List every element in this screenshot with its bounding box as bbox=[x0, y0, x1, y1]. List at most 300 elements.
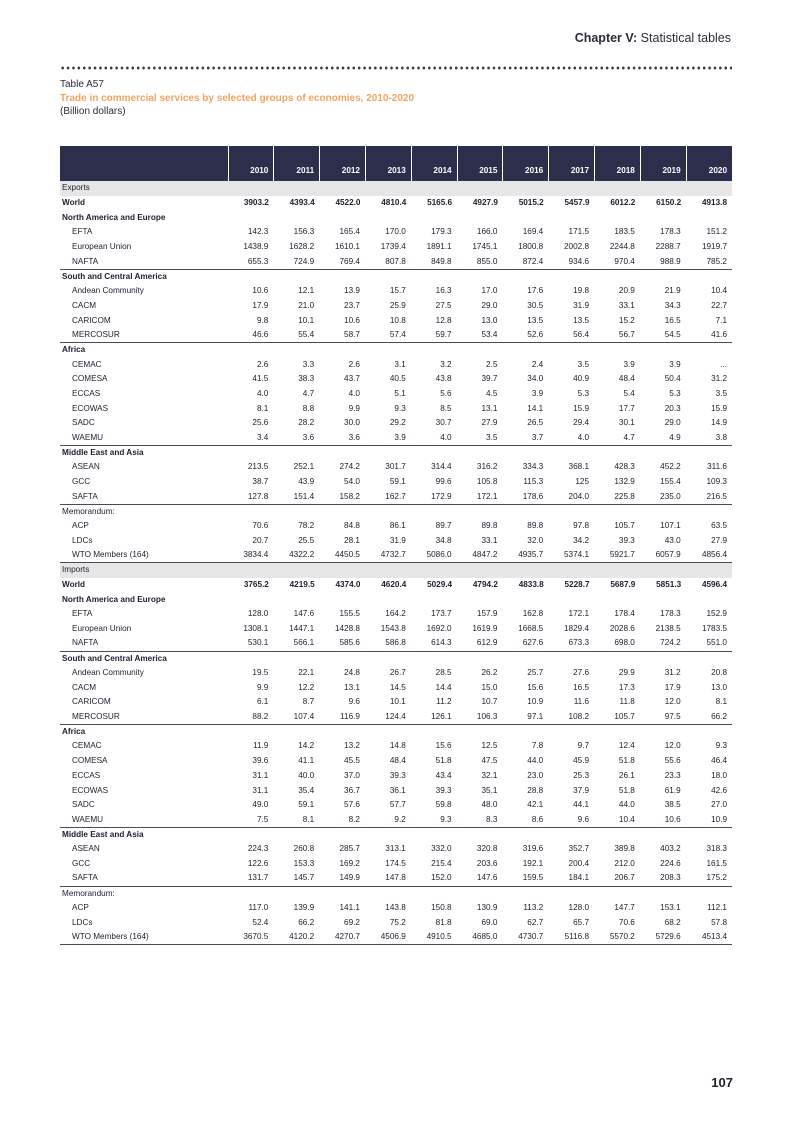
value-cell: 159.5 bbox=[503, 871, 549, 886]
value-cell: 36.7 bbox=[320, 783, 366, 798]
value-cell: 34.0 bbox=[503, 372, 549, 387]
value-cell: 142.3 bbox=[228, 225, 274, 240]
group-header-row bbox=[60, 827, 732, 842]
value-cell: 4913.8 bbox=[701, 198, 727, 208]
group-label: South and Central America bbox=[62, 653, 167, 663]
value-cell: 22.7 bbox=[686, 299, 732, 314]
value-cell: 389.8 bbox=[595, 842, 641, 857]
row-label: EFTA bbox=[72, 227, 93, 237]
value-cell: 29.0 bbox=[640, 416, 686, 431]
value-cell: 107.4 bbox=[274, 710, 320, 725]
value-cell: 7.8 bbox=[503, 739, 549, 754]
value-cell: 655.3 bbox=[228, 254, 274, 269]
value-cell: 6.1 bbox=[228, 695, 274, 710]
value-cell: 15.6 bbox=[411, 739, 457, 754]
value-cell: 8.1 bbox=[274, 813, 320, 828]
value-cell: 59.1 bbox=[365, 475, 411, 490]
value-cell: 116.9 bbox=[320, 710, 366, 725]
year-header: 2018 bbox=[595, 146, 641, 181]
table-row bbox=[60, 857, 732, 872]
value-cell: 10.9 bbox=[686, 813, 732, 828]
row-label: CACM bbox=[72, 682, 97, 692]
table-row bbox=[60, 710, 732, 725]
value-cell: 69.2 bbox=[320, 915, 366, 930]
world-row bbox=[60, 196, 732, 211]
value-cell: 769.4 bbox=[320, 254, 366, 269]
header-label-cell bbox=[60, 146, 228, 181]
value-cell: 54.5 bbox=[640, 328, 686, 343]
value-cell: 204.0 bbox=[549, 489, 595, 504]
value-cell: 1543.8 bbox=[365, 622, 411, 637]
value-cell: 4847.2 bbox=[457, 548, 503, 563]
value-cell: 9.2 bbox=[365, 813, 411, 828]
value-cell: 4322.2 bbox=[274, 548, 320, 563]
value-cell: 53.4 bbox=[457, 328, 503, 343]
value-cell: 12.8 bbox=[411, 313, 457, 328]
value-cell: 34.2 bbox=[549, 534, 595, 549]
value-cell: 3765.2 bbox=[243, 579, 269, 589]
value-cell: 192.1 bbox=[503, 857, 549, 872]
row-label: ECOWAS bbox=[72, 785, 109, 795]
value-cell: 34.3 bbox=[640, 299, 686, 314]
value-cell: 155.5 bbox=[320, 607, 366, 622]
value-cell: 115.3 bbox=[503, 475, 549, 490]
value-cell: 14.5 bbox=[365, 680, 411, 695]
value-cell: 1919.7 bbox=[686, 240, 732, 255]
value-cell: 8.2 bbox=[320, 813, 366, 828]
row-label: ECCAS bbox=[72, 770, 101, 780]
value-cell: 170.0 bbox=[365, 225, 411, 240]
value-cell: 17.0 bbox=[457, 284, 503, 299]
value-cell: 4513.4 bbox=[686, 930, 732, 945]
value-cell: 172.1 bbox=[457, 489, 503, 504]
value-cell: 151.2 bbox=[686, 225, 732, 240]
value-cell: 9.8 bbox=[228, 313, 274, 328]
value-cell: 4374.0 bbox=[335, 579, 361, 589]
value-cell: 4927.9 bbox=[472, 198, 498, 208]
value-cell: 69.0 bbox=[457, 915, 503, 930]
value-cell: 224.6 bbox=[640, 857, 686, 872]
group-label: North America and Europe bbox=[62, 594, 166, 604]
value-cell: 224.3 bbox=[228, 842, 274, 857]
value-cell: 855.0 bbox=[457, 254, 503, 269]
value-cell: 4.0 bbox=[228, 387, 274, 402]
value-cell: 20.7 bbox=[228, 534, 274, 549]
value-cell: 724.2 bbox=[640, 636, 686, 651]
value-cell: 403.2 bbox=[640, 842, 686, 857]
value-cell: 1447.1 bbox=[274, 622, 320, 637]
value-cell: 32.0 bbox=[503, 534, 549, 549]
value-cell: 31.1 bbox=[228, 783, 274, 798]
value-cell: 27.0 bbox=[686, 798, 732, 813]
group-header-row bbox=[60, 724, 732, 739]
value-cell: 785.2 bbox=[686, 254, 732, 269]
value-cell: 81.8 bbox=[411, 915, 457, 930]
row-label: LDCs bbox=[72, 535, 93, 545]
chapter-heading bbox=[575, 31, 731, 45]
value-cell: 12.2 bbox=[274, 680, 320, 695]
value-cell: 151.4 bbox=[274, 489, 320, 504]
group-label: Middle East and Asia bbox=[62, 829, 144, 839]
table-row bbox=[60, 240, 732, 255]
value-cell: 15.2 bbox=[595, 313, 641, 328]
value-cell: 161.5 bbox=[686, 857, 732, 872]
value-cell: 97.1 bbox=[503, 710, 549, 725]
value-cell: 4730.7 bbox=[503, 930, 549, 945]
year-header: 2010 bbox=[228, 146, 274, 181]
table-row bbox=[60, 372, 732, 387]
value-cell: 4794.2 bbox=[472, 579, 498, 589]
row-label: CACM bbox=[72, 300, 97, 310]
value-cell: 43.7 bbox=[320, 372, 366, 387]
value-cell: 25.7 bbox=[503, 666, 549, 681]
value-cell: 27.9 bbox=[457, 416, 503, 431]
value-cell: 216.5 bbox=[686, 489, 732, 504]
statistics-table bbox=[60, 146, 732, 945]
row-label: CARICOM bbox=[72, 315, 111, 325]
value-cell: 8.8 bbox=[274, 401, 320, 416]
value-cell: 26.7 bbox=[365, 666, 411, 681]
value-cell: 23.3 bbox=[640, 769, 686, 784]
memorandum-label: Memorandum: bbox=[62, 506, 115, 516]
value-cell: 20.8 bbox=[686, 666, 732, 681]
value-cell: 38.3 bbox=[274, 372, 320, 387]
value-cell: 141.1 bbox=[320, 901, 366, 916]
value-cell: 48.4 bbox=[365, 754, 411, 769]
value-cell: 16.3 bbox=[411, 284, 457, 299]
value-cell: 4.0 bbox=[411, 431, 457, 446]
value-cell: 41.5 bbox=[228, 372, 274, 387]
value-cell: 10.4 bbox=[686, 284, 732, 299]
value-cell: 5570.2 bbox=[595, 930, 641, 945]
value-cell: 1628.2 bbox=[274, 240, 320, 255]
value-cell: 48.0 bbox=[457, 798, 503, 813]
value-cell: 4.5 bbox=[457, 387, 503, 402]
row-label: WAEMU bbox=[60, 813, 228, 828]
value-cell: 26.5 bbox=[503, 416, 549, 431]
value-cell: 107.1 bbox=[640, 519, 686, 534]
value-cell: 2244.8 bbox=[595, 240, 641, 255]
value-cell: 18.0 bbox=[686, 769, 732, 784]
value-cell: 318.3 bbox=[686, 842, 732, 857]
value-cell: 208.3 bbox=[640, 871, 686, 886]
memorandum-row bbox=[60, 886, 732, 901]
value-cell: 314.4 bbox=[411, 460, 457, 475]
value-cell: 12.5 bbox=[457, 739, 503, 754]
table-row bbox=[60, 548, 732, 563]
value-cell: 15.6 bbox=[503, 680, 549, 695]
row-label: ACP bbox=[72, 903, 89, 913]
value-cell: 215.4 bbox=[411, 857, 457, 872]
value-cell: 5851.3 bbox=[656, 579, 682, 589]
group-header-row bbox=[60, 445, 732, 460]
value-cell: 36.1 bbox=[365, 783, 411, 798]
value-cell: 52.4 bbox=[228, 915, 274, 930]
value-cell: 8.7 bbox=[274, 695, 320, 710]
value-cell: 89.8 bbox=[503, 519, 549, 534]
value-cell: 17.9 bbox=[640, 680, 686, 695]
value-cell: 12.4 bbox=[595, 739, 641, 754]
row-label: WTO Members (164) bbox=[60, 930, 228, 945]
value-cell: 16.5 bbox=[640, 313, 686, 328]
value-cell: 59.7 bbox=[411, 328, 457, 343]
value-cell: 4910.5 bbox=[411, 930, 457, 945]
value-cell: 316.2 bbox=[457, 460, 503, 475]
value-cell: 126.1 bbox=[411, 710, 457, 725]
year-header: 2020 bbox=[686, 146, 732, 181]
page-number: 107 bbox=[711, 1075, 733, 1090]
year-header: 2017 bbox=[549, 146, 595, 181]
value-cell: 2.5 bbox=[457, 357, 503, 372]
value-cell: 10.8 bbox=[365, 313, 411, 328]
value-cell: 62.7 bbox=[503, 915, 549, 930]
value-cell: 1308.1 bbox=[228, 622, 274, 637]
value-cell: 3.9 bbox=[595, 357, 641, 372]
value-cell: 29.4 bbox=[549, 416, 595, 431]
value-cell: 108.2 bbox=[549, 710, 595, 725]
value-cell: 55.4 bbox=[274, 328, 320, 343]
value-cell: 19.5 bbox=[228, 666, 274, 681]
value-cell: 28.8 bbox=[503, 783, 549, 798]
value-cell: 311.6 bbox=[686, 460, 732, 475]
value-cell: 41.6 bbox=[686, 328, 732, 343]
value-cell: 38.7 bbox=[228, 475, 274, 490]
value-cell: 8.1 bbox=[228, 401, 274, 416]
group-label: North America and Europe bbox=[62, 212, 166, 222]
group-label: Africa bbox=[62, 345, 86, 355]
value-cell: 44.0 bbox=[595, 798, 641, 813]
value-cell: 49.0 bbox=[228, 798, 274, 813]
value-cell: 105.8 bbox=[457, 475, 503, 490]
row-label: European Union bbox=[72, 242, 132, 252]
value-cell: 75.2 bbox=[365, 915, 411, 930]
table-row bbox=[60, 901, 732, 916]
row-label: COMESA bbox=[72, 374, 108, 384]
value-cell: 213.5 bbox=[228, 460, 274, 475]
value-cell: 166.0 bbox=[457, 225, 503, 240]
value-cell: 20.3 bbox=[640, 401, 686, 416]
value-cell: 551.0 bbox=[686, 636, 732, 651]
table-row bbox=[60, 299, 732, 314]
value-cell: 4219.5 bbox=[289, 579, 315, 589]
value-cell: 105.7 bbox=[595, 519, 641, 534]
value-cell: 4596.4 bbox=[701, 579, 727, 589]
table-row bbox=[60, 636, 732, 651]
table-row bbox=[60, 754, 732, 769]
value-cell: 1428.8 bbox=[320, 622, 366, 637]
value-cell: 51.8 bbox=[595, 754, 641, 769]
value-cell: 178.6 bbox=[503, 489, 549, 504]
value-cell: 352.7 bbox=[549, 842, 595, 857]
chapter-number: Chapter V: bbox=[574, 31, 638, 45]
section-label: Exports bbox=[60, 181, 732, 196]
year-header: 2011 bbox=[274, 146, 320, 181]
value-cell: 4.9 bbox=[640, 431, 686, 446]
value-cell: 614.3 bbox=[411, 636, 457, 651]
value-cell: 1438.9 bbox=[228, 240, 274, 255]
table-row bbox=[60, 783, 732, 798]
value-cell: 4833.8 bbox=[518, 579, 544, 589]
table-row bbox=[60, 489, 732, 504]
value-cell: 59.1 bbox=[274, 798, 320, 813]
value-cell: 1891.1 bbox=[411, 240, 457, 255]
year-header: 2014 bbox=[411, 146, 457, 181]
value-cell: 5.3 bbox=[640, 387, 686, 402]
row-label: CEMAC bbox=[72, 359, 102, 369]
value-cell: 970.4 bbox=[595, 254, 641, 269]
value-cell: 43.4 bbox=[411, 769, 457, 784]
value-cell: 45.9 bbox=[549, 754, 595, 769]
value-cell: 5457.9 bbox=[564, 198, 590, 208]
row-label: CARICOM bbox=[72, 697, 111, 707]
value-cell: 8.5 bbox=[411, 401, 457, 416]
value-cell: 29.9 bbox=[595, 666, 641, 681]
value-cell: 31.1 bbox=[228, 769, 274, 784]
value-cell: 11.2 bbox=[411, 695, 457, 710]
value-cell: 37.0 bbox=[320, 769, 366, 784]
value-cell: 165.4 bbox=[320, 225, 366, 240]
table-row bbox=[60, 401, 732, 416]
table-title: Trade in commercial services by selected groups of economies, 2010-2020 bbox=[60, 93, 415, 104]
value-cell: 9.9 bbox=[320, 401, 366, 416]
value-cell: 25.5 bbox=[274, 534, 320, 549]
row-label: ECCAS bbox=[72, 388, 101, 398]
value-cell: 11.8 bbox=[595, 695, 641, 710]
value-cell: 332.0 bbox=[411, 842, 457, 857]
value-cell: 13.9 bbox=[320, 284, 366, 299]
value-cell: 31.2 bbox=[686, 372, 732, 387]
group-header-row bbox=[60, 269, 732, 284]
value-cell: 1610.1 bbox=[320, 240, 366, 255]
table-row bbox=[60, 666, 732, 681]
value-cell: 54.0 bbox=[320, 475, 366, 490]
value-cell: 40.0 bbox=[274, 769, 320, 784]
value-cell: 1829.4 bbox=[549, 622, 595, 637]
row-label: SAFTA bbox=[60, 871, 228, 886]
value-cell: 7.5 bbox=[228, 813, 274, 828]
table-row bbox=[60, 313, 732, 328]
value-cell: 10.6 bbox=[228, 284, 274, 299]
value-cell: 452.2 bbox=[640, 460, 686, 475]
value-cell: 23.7 bbox=[320, 299, 366, 314]
value-cell: 42.1 bbox=[503, 798, 549, 813]
value-cell: 39.3 bbox=[365, 769, 411, 784]
value-cell: 3.4 bbox=[228, 431, 274, 446]
value-cell: 21.9 bbox=[640, 284, 686, 299]
group-header-row bbox=[60, 210, 732, 225]
value-cell: 2002.8 bbox=[549, 240, 595, 255]
value-cell: 934.6 bbox=[549, 254, 595, 269]
value-cell: 128.0 bbox=[549, 901, 595, 916]
value-cell: 29.0 bbox=[457, 299, 503, 314]
value-cell: 200.4 bbox=[549, 857, 595, 872]
value-cell: 150.8 bbox=[411, 901, 457, 916]
value-cell: 3.5 bbox=[457, 431, 503, 446]
value-cell: 3.6 bbox=[320, 431, 366, 446]
value-cell: 320.8 bbox=[457, 842, 503, 857]
value-cell: 5015.2 bbox=[518, 198, 544, 208]
section-row bbox=[60, 181, 732, 196]
value-cell: 8.3 bbox=[457, 813, 503, 828]
table-row bbox=[60, 739, 732, 754]
value-cell: 147.8 bbox=[365, 871, 411, 886]
value-cell: 105.7 bbox=[595, 710, 641, 725]
value-cell: 3.5 bbox=[549, 357, 595, 372]
value-cell: 301.7 bbox=[365, 460, 411, 475]
value-cell: 34.8 bbox=[411, 534, 457, 549]
value-cell: 4935.7 bbox=[503, 548, 549, 563]
value-cell: 4450.5 bbox=[320, 548, 366, 563]
year-header: 2019 bbox=[640, 146, 686, 181]
value-cell: 30.1 bbox=[595, 416, 641, 431]
memorandum-label: Memorandum: bbox=[62, 888, 115, 898]
value-cell: 56.7 bbox=[595, 328, 641, 343]
value-cell: 586.8 bbox=[365, 636, 411, 651]
value-cell: 86.1 bbox=[365, 519, 411, 534]
value-cell: 51.8 bbox=[411, 754, 457, 769]
value-cell: 4685.0 bbox=[457, 930, 503, 945]
value-cell: 16.5 bbox=[549, 680, 595, 695]
value-cell: 127.8 bbox=[228, 489, 274, 504]
value-cell: 5687.9 bbox=[610, 579, 636, 589]
value-cell: 157.9 bbox=[457, 607, 503, 622]
value-cell: 39.6 bbox=[228, 754, 274, 769]
value-cell: 112.1 bbox=[686, 901, 732, 916]
value-cell: 11.9 bbox=[228, 739, 274, 754]
value-cell: 169.2 bbox=[320, 857, 366, 872]
value-cell: 155.4 bbox=[640, 475, 686, 490]
value-cell: 48.4 bbox=[595, 372, 641, 387]
value-cell: 46.6 bbox=[228, 328, 274, 343]
value-cell: 6150.2 bbox=[656, 198, 682, 208]
value-cell: 70.6 bbox=[228, 519, 274, 534]
row-label: ASEAN bbox=[72, 462, 100, 472]
value-cell: 5374.1 bbox=[549, 548, 595, 563]
value-cell: 147.6 bbox=[457, 871, 503, 886]
value-cell: 35.4 bbox=[274, 783, 320, 798]
value-cell: 25.3 bbox=[549, 769, 595, 784]
group-header-row bbox=[60, 343, 732, 358]
row-label: SAFTA bbox=[60, 489, 228, 504]
value-cell: 807.8 bbox=[365, 254, 411, 269]
value-cell: 2138.5 bbox=[640, 622, 686, 637]
value-cell: 4506.9 bbox=[365, 930, 411, 945]
value-cell: 5116.8 bbox=[549, 930, 595, 945]
value-cell: 40.9 bbox=[549, 372, 595, 387]
table-row bbox=[60, 798, 732, 813]
value-cell: 89.8 bbox=[457, 519, 503, 534]
value-cell: 612.9 bbox=[457, 636, 503, 651]
table-label: Table A57 bbox=[60, 79, 104, 90]
value-cell: 3.1 bbox=[365, 357, 411, 372]
value-cell: 117.0 bbox=[228, 901, 274, 916]
value-cell: 97.8 bbox=[549, 519, 595, 534]
dotted-divider bbox=[60, 66, 732, 70]
table-row bbox=[60, 519, 732, 534]
group-header-row bbox=[60, 651, 732, 666]
value-cell: 5165.6 bbox=[427, 198, 453, 208]
value-cell: 1745.1 bbox=[457, 240, 503, 255]
value-cell: 10.4 bbox=[595, 813, 641, 828]
value-cell: 25.6 bbox=[228, 416, 274, 431]
value-cell: 627.6 bbox=[503, 636, 549, 651]
row-label: MERCOSUR bbox=[60, 328, 228, 343]
value-cell: 164.2 bbox=[365, 607, 411, 622]
value-cell: 9.9 bbox=[228, 680, 274, 695]
value-cell: 45.5 bbox=[320, 754, 366, 769]
value-cell: 162.7 bbox=[365, 489, 411, 504]
value-cell: 156.3 bbox=[274, 225, 320, 240]
